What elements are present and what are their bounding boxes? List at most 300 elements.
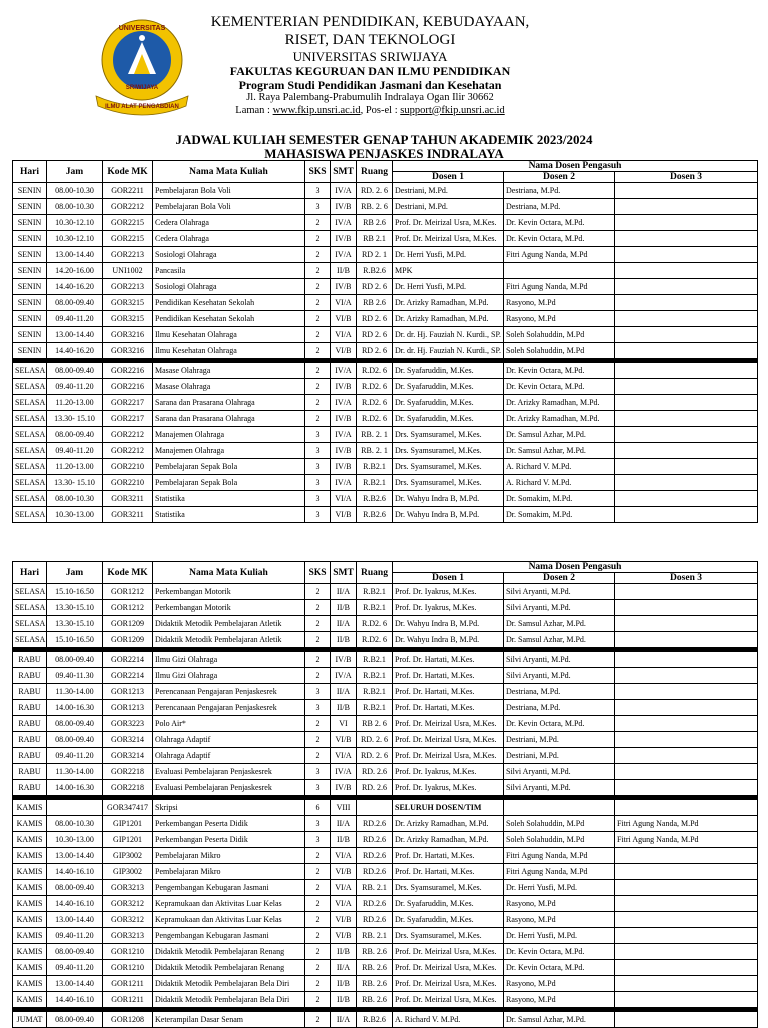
cell-ruang: RB. 2.1 bbox=[357, 880, 393, 896]
cell-dosen3 bbox=[615, 363, 758, 379]
cell-hari: SELASA bbox=[13, 379, 47, 395]
column-header-sks: SKS bbox=[305, 161, 331, 183]
cell-jam: 08.00-10.30 bbox=[47, 183, 103, 199]
cell-ruang: RB 2.6 bbox=[357, 215, 393, 231]
cell-nama: Masase Olahraga bbox=[153, 363, 305, 379]
cell-hari: SENIN bbox=[13, 327, 47, 343]
cell-hari: RABU bbox=[13, 700, 47, 716]
table-row bbox=[13, 443, 758, 459]
cell-dosen1: Dr. Arizky Ramadhan, M.Pd. bbox=[393, 832, 504, 848]
cell-dosen3 bbox=[615, 928, 758, 944]
column-header-jam: Jam bbox=[47, 161, 103, 183]
cell-smt: IV/B bbox=[331, 652, 357, 668]
table-row bbox=[13, 247, 758, 263]
cell-hari: KAMIS bbox=[13, 992, 47, 1008]
cell-hari: SELASA bbox=[13, 584, 47, 600]
cell-kode: GOR3223 bbox=[103, 716, 153, 732]
cell-sks: 2 bbox=[305, 327, 331, 343]
cell-dosen3 bbox=[615, 395, 758, 411]
cell-nama: Masase Olahraga bbox=[153, 379, 305, 395]
cell-jam: 10.30-13.00 bbox=[47, 832, 103, 848]
cell-dosen1: Dr. Arizky Ramadhan, M.Pd. bbox=[393, 816, 504, 832]
cell-dosen3 bbox=[615, 279, 758, 295]
cell-smt: II/A bbox=[331, 684, 357, 700]
column-header-dosen1: Dosen 1 bbox=[393, 573, 504, 584]
website-link[interactable]: www.fkip.unsri.ac.id bbox=[272, 104, 361, 116]
cell-ruang: RD 2. 1 bbox=[357, 247, 393, 263]
cell-ruang: RB. 2. 1 bbox=[357, 443, 393, 459]
cell-dosen3 bbox=[615, 652, 758, 668]
cell-dosen1: Dr. Wahyu Indra B, M.Pd. bbox=[393, 616, 504, 632]
cell-ruang: RB. 2.6 bbox=[357, 944, 393, 960]
cell-dosen2: Dr. Samsul Azhar, M.Pd. bbox=[504, 616, 615, 632]
cell-sks: 2 bbox=[305, 411, 331, 427]
cell-hari: SENIN bbox=[13, 279, 47, 295]
cell-kode: GOR3211 bbox=[103, 491, 153, 507]
cell-jam bbox=[47, 800, 103, 816]
cell-dosen1: Dr. Wahyu Indra B, M.Pd. bbox=[393, 507, 504, 523]
table-row bbox=[13, 780, 758, 796]
cell-smt: IV/B bbox=[331, 199, 357, 215]
cell-nama: Statistika bbox=[153, 507, 305, 523]
cell-nama: Perkembangan Peserta Didik bbox=[153, 832, 305, 848]
cell-ruang: R.D2. 6 bbox=[357, 379, 393, 395]
cell-smt: VI/B bbox=[331, 732, 357, 748]
cell-jam: 11.30-14.00 bbox=[47, 684, 103, 700]
cell-dosen2: Dr. Somakim, M.Pd. bbox=[504, 491, 615, 507]
cell-kode: GOR3213 bbox=[103, 928, 153, 944]
cell-dosen1: Prof. Dr. Meirizal Usra, M.Kes. bbox=[393, 732, 504, 748]
cell-dosen2: Dr. Samsul Azhar, M.Pd. bbox=[504, 1012, 615, 1028]
cell-hari: KAMIS bbox=[13, 832, 47, 848]
cell-jam: 09.40-11.20 bbox=[47, 960, 103, 976]
cell-kode: GOR2216 bbox=[103, 363, 153, 379]
cell-sks: 2 bbox=[305, 379, 331, 395]
cell-dosen2: Fitri Agung Nanda, M.Pd bbox=[504, 848, 615, 864]
cell-kode: GOR2217 bbox=[103, 411, 153, 427]
cell-hari: SELASA bbox=[13, 507, 47, 523]
cell-kode: GOR1211 bbox=[103, 992, 153, 1008]
cell-dosen1: Prof. Dr. Meirizal Usra, M.Kes. bbox=[393, 215, 504, 231]
cell-dosen2: Dr. Kevin Octara, M.Pd. bbox=[504, 960, 615, 976]
cell-dosen2: Destriana, M.Pd. bbox=[504, 199, 615, 215]
cell-dosen2: Silvi Aryanti, M.Pd. bbox=[504, 600, 615, 616]
cell-ruang: R.B2.6 bbox=[357, 263, 393, 279]
cell-smt: II/B bbox=[331, 600, 357, 616]
cell-nama: Didaktik Metodik Pembelajaran Renang bbox=[153, 944, 305, 960]
cell-smt: VI/A bbox=[331, 880, 357, 896]
cell-hari: SENIN bbox=[13, 295, 47, 311]
cell-hari: KAMIS bbox=[13, 928, 47, 944]
cell-dosen1: Prof. Dr. Hartati, M.Kes. bbox=[393, 668, 504, 684]
cell-jam: 10.30-12.10 bbox=[47, 215, 103, 231]
cell-dosen1: Drs. Syamsuramel, M.Kes. bbox=[393, 459, 504, 475]
cell-dosen3 bbox=[615, 411, 758, 427]
cell-nama: Sarana dan Prasarana Olahraga bbox=[153, 411, 305, 427]
cell-kode: GOR2214 bbox=[103, 668, 153, 684]
cell-smt: IV/B bbox=[331, 279, 357, 295]
cell-dosen3 bbox=[615, 600, 758, 616]
cell-sks: 2 bbox=[305, 343, 331, 359]
cell-ruang: RB 2. 6 bbox=[357, 716, 393, 732]
cell-hari: SELASA bbox=[13, 363, 47, 379]
cell-ruang: RD 2. 6 bbox=[357, 343, 393, 359]
cell-dosen1: Prof. Dr. Hartati, M.Kes. bbox=[393, 848, 504, 864]
cell-dosen3 bbox=[615, 848, 758, 864]
cell-kode: GOR3215 bbox=[103, 295, 153, 311]
cell-hari: RABU bbox=[13, 668, 47, 684]
column-header-jam: Jam bbox=[47, 562, 103, 584]
cell-hari: SELASA bbox=[13, 491, 47, 507]
cell-smt: IV/A bbox=[331, 427, 357, 443]
cell-dosen2: Fitri Agung Nanda, M.Pd bbox=[504, 279, 615, 295]
cell-jam: 09.40-11.20 bbox=[47, 443, 103, 459]
cell-jam: 09.40-11.20 bbox=[47, 311, 103, 327]
schedule-table-1 bbox=[12, 160, 758, 523]
cell-kode: GIP3002 bbox=[103, 848, 153, 864]
cell-nama: Pembelajaran Bola Voli bbox=[153, 183, 305, 199]
table-row bbox=[13, 395, 758, 411]
table-row bbox=[13, 263, 758, 279]
cell-dosen3 bbox=[615, 427, 758, 443]
cell-kode: GOR2216 bbox=[103, 379, 153, 395]
cell-hari: SELASA bbox=[13, 443, 47, 459]
cell-hari: RABU bbox=[13, 716, 47, 732]
cell-sks: 2 bbox=[305, 992, 331, 1008]
cell-dosen1: Dr. Syafaruddin, M.Kes. bbox=[393, 896, 504, 912]
cell-kode: GOR2212 bbox=[103, 199, 153, 215]
cell-dosen1: Prof. Dr. Meirizal Usra, M.Kes. bbox=[393, 992, 504, 1008]
table-row bbox=[13, 231, 758, 247]
cell-hari: SENIN bbox=[13, 199, 47, 215]
cell-hari: KAMIS bbox=[13, 944, 47, 960]
table-row bbox=[13, 459, 758, 475]
table-row bbox=[13, 912, 758, 928]
table-row bbox=[13, 668, 758, 684]
cell-hari: SELASA bbox=[13, 459, 47, 475]
cell-smt: VI/A bbox=[331, 491, 357, 507]
cell-dosen1: A. Richard V. M.Pd. bbox=[393, 1012, 504, 1028]
cell-hari: KAMIS bbox=[13, 864, 47, 880]
cell-kode: GOR3214 bbox=[103, 732, 153, 748]
cell-smt: IV/B bbox=[331, 443, 357, 459]
cell-jam: 08.00-09.40 bbox=[47, 732, 103, 748]
cell-dosen3 bbox=[615, 475, 758, 491]
cell-dosen1: Dr. Syafaruddin, M.Kes. bbox=[393, 379, 504, 395]
cell-sks: 2 bbox=[305, 976, 331, 992]
cell-nama: Statistika bbox=[153, 491, 305, 507]
cell-sks: 2 bbox=[305, 600, 331, 616]
cell-hari: SENIN bbox=[13, 247, 47, 263]
cell-dosen2: Dr. Somakim, M.Pd. bbox=[504, 507, 615, 523]
cell-smt: II/A bbox=[331, 616, 357, 632]
cell-nama: Kepramukaan dan Aktivitas Luar Kelas bbox=[153, 912, 305, 928]
cell-dosen3 bbox=[615, 443, 758, 459]
cell-jam: 14.40-16.10 bbox=[47, 896, 103, 912]
cell-kode: GOR2210 bbox=[103, 475, 153, 491]
cell-smt: IV/A bbox=[331, 183, 357, 199]
table-row bbox=[13, 584, 758, 600]
cell-hari: KAMIS bbox=[13, 896, 47, 912]
cell-dosen2: Destriana, M.Pd. bbox=[504, 700, 615, 716]
document-title: JADWAL KULIAH SEMESTER GENAP TAHUN AKADEMIK 2023/2024 MAHASISWA PENJASKES INDRALAYA bbox=[175, 132, 593, 161]
cell-dosen2: Rasyono, M.Pd bbox=[504, 912, 615, 928]
cell-sks: 2 bbox=[305, 215, 331, 231]
cell-jam: 13.30-15.10 bbox=[47, 600, 103, 616]
cell-hari: RABU bbox=[13, 748, 47, 764]
cell-dosen1: Destriani, M.Pd. bbox=[393, 199, 504, 215]
cell-jam: 14.00-16.30 bbox=[47, 780, 103, 796]
table-row bbox=[13, 343, 758, 359]
cell-kode: GOR1213 bbox=[103, 684, 153, 700]
cell-kode: GOR3213 bbox=[103, 880, 153, 896]
cell-hari: SENIN bbox=[13, 231, 47, 247]
cell-dosen3 bbox=[615, 1012, 758, 1028]
cell-kode: GOR2214 bbox=[103, 652, 153, 668]
cell-hari: SELASA bbox=[13, 395, 47, 411]
ministry-line-2: RISET, DAN TEKNOLOGI bbox=[284, 31, 456, 48]
cell-sks: 2 bbox=[305, 944, 331, 960]
cell-kode: GOR3216 bbox=[103, 327, 153, 343]
table-row bbox=[13, 1012, 758, 1028]
cell-dosen2: Silvi Aryanti, M.Pd. bbox=[504, 668, 615, 684]
cell-kode: UNI1002 bbox=[103, 263, 153, 279]
cell-dosen2: Dr. Samsul Azhar, M.Pd. bbox=[504, 632, 615, 648]
cell-dosen1: Dr. Arizky Ramadhan, M.Pd. bbox=[393, 311, 504, 327]
table-row bbox=[13, 295, 758, 311]
email-link[interactable]: support@fkip.unsri.ac.id bbox=[400, 104, 505, 116]
table-row bbox=[13, 600, 758, 616]
cell-jam: 13.30- 15.10 bbox=[47, 411, 103, 427]
faculty-name: FAKULTAS KEGURUAN DAN ILMU PENDIDIKAN bbox=[229, 64, 511, 79]
cell-kode: GOR2213 bbox=[103, 279, 153, 295]
cell-dosen1: MPK bbox=[393, 263, 504, 279]
cell-dosen3 bbox=[615, 992, 758, 1008]
cell-jam: 10.30-12.10 bbox=[47, 231, 103, 247]
cell-dosen3 bbox=[615, 912, 758, 928]
cell-kode: GOR1213 bbox=[103, 700, 153, 716]
cell-dosen1: Prof. Dr. Meirizal Usra, M.Kes. bbox=[393, 231, 504, 247]
cell-nama: Perkembangan Motorik bbox=[153, 584, 305, 600]
cell-sks: 2 bbox=[305, 864, 331, 880]
cell-dosen3 bbox=[615, 976, 758, 992]
cell-smt: VI/B bbox=[331, 912, 357, 928]
table-row bbox=[13, 748, 758, 764]
cell-nama: Pancasila bbox=[153, 263, 305, 279]
address: Jl. Raya Palembang-Prabumulih Indralaya Ogan Ilir 30662 bbox=[246, 92, 494, 104]
cell-nama: Pembelajaran Sepak Bola bbox=[153, 459, 305, 475]
cell-kode: GOR3215 bbox=[103, 311, 153, 327]
cell-smt: II/B bbox=[331, 944, 357, 960]
table-row bbox=[13, 848, 758, 864]
cell-ruang: RD. 2. 6 bbox=[357, 748, 393, 764]
cell-sks: 3 bbox=[305, 507, 331, 523]
cell-smt: IV/A bbox=[331, 668, 357, 684]
cell-ruang: RD.2.6 bbox=[357, 896, 393, 912]
cell-nama: Pembelajaran Mikro bbox=[153, 864, 305, 880]
cell-dosen1: SELURUH DOSEN/TIM bbox=[393, 800, 504, 816]
cell-dosen2: Dr. Arizky Ramadhan, M.Pd. bbox=[504, 395, 615, 411]
cell-smt: VI/B bbox=[331, 864, 357, 880]
cell-dosen1: Prof. Dr. Meirizal Usra, M.Kes. bbox=[393, 960, 504, 976]
cell-nama: Didaktik Metodik Pembelajaran Atletik bbox=[153, 616, 305, 632]
cell-dosen3 bbox=[615, 311, 758, 327]
cell-ruang: RB. 2.1 bbox=[357, 928, 393, 944]
cell-jam: 09.40-11.20 bbox=[47, 928, 103, 944]
cell-kode: GOR3214 bbox=[103, 748, 153, 764]
cell-dosen3 bbox=[615, 896, 758, 912]
table-row bbox=[13, 944, 758, 960]
cell-jam: 08.00-10.30 bbox=[47, 491, 103, 507]
cell-dosen1: Dr. Syafaruddin, M.Kes. bbox=[393, 395, 504, 411]
cell-nama: Olahraga Adaptif bbox=[153, 732, 305, 748]
cell-dosen1: Prof. Dr. Iyakrus, M.Kes. bbox=[393, 764, 504, 780]
cell-dosen2: Rasyono, M.Pd bbox=[504, 295, 615, 311]
cell-nama: Pengembangan Kebugaran Jasmani bbox=[153, 880, 305, 896]
table-row bbox=[13, 379, 758, 395]
cell-ruang: R.D2. 6 bbox=[357, 411, 393, 427]
letterhead bbox=[0, 0, 768, 125]
cell-hari: KAMIS bbox=[13, 816, 47, 832]
cell-ruang: RD. 2.6 bbox=[357, 764, 393, 780]
cell-dosen3 bbox=[615, 327, 758, 343]
cell-dosen3 bbox=[615, 491, 758, 507]
cell-dosen2: Dr. Kevin Octara, M.Pd. bbox=[504, 215, 615, 231]
cell-smt: VI/A bbox=[331, 295, 357, 311]
cell-dosen1: Destriani, M.Pd. bbox=[393, 183, 504, 199]
cell-smt: IV/B bbox=[331, 231, 357, 247]
cell-hari: SELASA bbox=[13, 616, 47, 632]
cell-dosen3 bbox=[615, 700, 758, 716]
cell-nama: Polo Air* bbox=[153, 716, 305, 732]
cell-dosen2: Soleh Solahuddin, M.Pd bbox=[504, 327, 615, 343]
cell-dosen2: Silvi Aryanti, M.Pd. bbox=[504, 584, 615, 600]
cell-dosen2: Rasyono, M.Pd bbox=[504, 992, 615, 1008]
cell-kode: GOR2218 bbox=[103, 764, 153, 780]
cell-sks: 2 bbox=[305, 584, 331, 600]
cell-hari: KAMIS bbox=[13, 960, 47, 976]
cell-dosen1: Drs. Syamsuramel, M.Kes. bbox=[393, 928, 504, 944]
column-header-hari: Hari bbox=[13, 161, 47, 183]
cell-dosen3 bbox=[615, 616, 758, 632]
cell-sks: 3 bbox=[305, 459, 331, 475]
cell-ruang: R.B2.6 bbox=[357, 1012, 393, 1028]
cell-dosen1: Drs. Syamsuramel, M.Kes. bbox=[393, 475, 504, 491]
cell-dosen2: A. Richard V. M.Pd. bbox=[504, 475, 615, 491]
cell-kode: GOR347417 bbox=[103, 800, 153, 816]
cell-dosen2: Silvi Aryanti, M.Pd. bbox=[504, 780, 615, 796]
cell-smt: VI/A bbox=[331, 896, 357, 912]
cell-jam: 13.00-14.40 bbox=[47, 247, 103, 263]
cell-nama: Manajemen Olahraga bbox=[153, 443, 305, 459]
cell-ruang: R.D2. 6 bbox=[357, 395, 393, 411]
cell-ruang: R.B2.6 bbox=[357, 507, 393, 523]
cell-jam: 09.40-11.20 bbox=[47, 748, 103, 764]
cell-ruang: RD.2.6 bbox=[357, 864, 393, 880]
cell-dosen3 bbox=[615, 780, 758, 796]
cell-dosen1: Dr. dr. Hj. Fauziah N. Kurdi., SP. bbox=[393, 327, 504, 343]
cell-sks: 2 bbox=[305, 279, 331, 295]
cell-dosen1: Prof. Dr. Iyakrus, M.Kes. bbox=[393, 780, 504, 796]
cell-jam: 09.40-11.20 bbox=[47, 379, 103, 395]
cell-dosen3: Fitri Agung Nanda, M.Pd bbox=[615, 832, 758, 848]
cell-ruang: RD.2.6 bbox=[357, 912, 393, 928]
cell-sks: 6 bbox=[305, 800, 331, 816]
cell-kode: GOR1210 bbox=[103, 944, 153, 960]
cell-kode: GOR2211 bbox=[103, 183, 153, 199]
cell-hari: KAMIS bbox=[13, 800, 47, 816]
column-header-dosen2: Dosen 2 bbox=[504, 573, 615, 584]
cell-jam: 08.00-10.30 bbox=[47, 816, 103, 832]
cell-kode: GOR1210 bbox=[103, 960, 153, 976]
cell-sks: 2 bbox=[305, 632, 331, 648]
cell-smt: IV/B bbox=[331, 459, 357, 475]
svg-text:UNIVERSITAS: UNIVERSITAS bbox=[118, 25, 166, 32]
cell-ruang: R.D2. 6 bbox=[357, 616, 393, 632]
table-row bbox=[13, 363, 758, 379]
table-row bbox=[13, 716, 758, 732]
cell-dosen2: Soleh Solahuddin, M.Pd bbox=[504, 343, 615, 359]
cell-nama: Sosiologi Olahraga bbox=[153, 247, 305, 263]
cell-nama: Ilmu Gizi Olahraga bbox=[153, 668, 305, 684]
cell-kode: GOR2212 bbox=[103, 427, 153, 443]
cell-ruang: RB 2.6 bbox=[357, 295, 393, 311]
cell-dosen3 bbox=[615, 800, 758, 816]
cell-nama: Perencanaan Pengajaran Penjaskesrek bbox=[153, 684, 305, 700]
table-row bbox=[13, 491, 758, 507]
cell-sks: 3 bbox=[305, 183, 331, 199]
cell-kode: GOR1209 bbox=[103, 632, 153, 648]
cell-dosen1: Prof. Dr. Meirizal Usra, M.Kes. bbox=[393, 944, 504, 960]
cell-smt: IV/B bbox=[331, 780, 357, 796]
cell-dosen2: Destriani, M.Pd. bbox=[504, 748, 615, 764]
program-name: Program Studi Pendidikan Jasmani dan Kesehatan bbox=[238, 78, 502, 93]
cell-dosen2 bbox=[504, 800, 615, 816]
column-header-kode: Kode MK bbox=[103, 562, 153, 584]
cell-sks: 2 bbox=[305, 748, 331, 764]
cell-dosen3 bbox=[615, 880, 758, 896]
cell-hari: SENIN bbox=[13, 263, 47, 279]
cell-jam: 14.20-16.00 bbox=[47, 263, 103, 279]
cell-sks: 3 bbox=[305, 700, 331, 716]
cell-dosen3 bbox=[615, 263, 758, 279]
cell-dosen3 bbox=[615, 732, 758, 748]
cell-hari: SELASA bbox=[13, 600, 47, 616]
table-row bbox=[13, 215, 758, 231]
cell-ruang: RD. 2. 6 bbox=[357, 732, 393, 748]
column-header-dosen3: Dosen 3 bbox=[615, 172, 758, 183]
column-header-nama: Nama Mata Kuliah bbox=[153, 562, 305, 584]
cell-hari: SENIN bbox=[13, 215, 47, 231]
cell-hari: RABU bbox=[13, 764, 47, 780]
cell-kode: GOR2213 bbox=[103, 247, 153, 263]
cell-ruang: RD. 2. 6 bbox=[357, 183, 393, 199]
cell-jam: 08.00-09.40 bbox=[47, 716, 103, 732]
cell-sks: 2 bbox=[305, 848, 331, 864]
table-row bbox=[13, 327, 758, 343]
cell-jam: 14.40-16.10 bbox=[47, 992, 103, 1008]
cell-nama: Manajemen Olahraga bbox=[153, 427, 305, 443]
table-row bbox=[13, 896, 758, 912]
column-header-dosen2: Dosen 2 bbox=[504, 172, 615, 183]
cell-smt: VI/B bbox=[331, 507, 357, 523]
cell-dosen3: Fitri Agung Nanda, M.Pd bbox=[615, 816, 758, 832]
cell-hari: KAMIS bbox=[13, 912, 47, 928]
cell-dosen2: Dr. Samsul Azhar, M.Pd. bbox=[504, 443, 615, 459]
cell-ruang: RB. 2. 1 bbox=[357, 427, 393, 443]
cell-dosen3 bbox=[615, 199, 758, 215]
cell-jam: 15.10-16.50 bbox=[47, 632, 103, 648]
